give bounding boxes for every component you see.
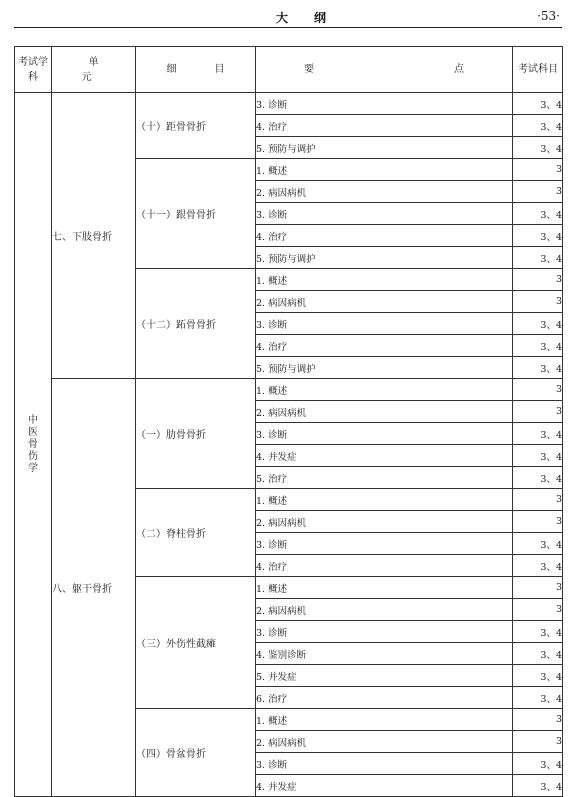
point-cell: 5. 预防与调护 <box>256 137 513 159</box>
level-cell: 3、4 <box>513 335 563 357</box>
point-cell: 5. 并发症 <box>256 665 513 687</box>
point-cell: 3. 诊断 <box>256 423 513 445</box>
point-cell: 1. 概述 <box>256 577 513 599</box>
header-rule <box>14 27 562 28</box>
level-cell: 3、4 <box>513 137 563 159</box>
level-cell: 3 <box>513 291 563 313</box>
point-cell: 1. 概述 <box>256 709 513 731</box>
level-cell: 3 <box>513 489 563 511</box>
level-cell: 3 <box>513 159 563 181</box>
item-cell: （四）骨盆骨折 <box>136 709 256 797</box>
level-cell: 3、4 <box>513 93 563 115</box>
point-cell: 3. 诊断 <box>256 313 513 335</box>
point-cell: 4. 治疗 <box>256 555 513 577</box>
point-cell: 2. 病因病机 <box>256 731 513 753</box>
level-cell: 3 <box>513 181 563 203</box>
column-header-points: 要 点 <box>256 47 513 93</box>
point-cell: 3. 诊断 <box>256 93 513 115</box>
level-cell: 3、4 <box>513 643 563 665</box>
level-cell: 3、4 <box>513 225 563 247</box>
table-row <box>15 93 563 115</box>
level-cell: 3 <box>513 599 563 621</box>
level-cell: 3、4 <box>513 775 563 797</box>
running-title: 大纲 <box>276 11 353 25</box>
point-cell: 3. 诊断 <box>256 203 513 225</box>
item-cell: （十二）跖骨骨折 <box>136 269 256 379</box>
point-cell: 5. 预防与调护 <box>256 247 513 269</box>
point-cell: 4. 治疗 <box>256 335 513 357</box>
subject-cell <box>15 93 52 797</box>
point-cell: 4. 治疗 <box>256 115 513 137</box>
point-cell: 2. 病因病机 <box>256 291 513 313</box>
item-cell: （十）距骨骨折 <box>136 93 256 159</box>
level-cell: 3 <box>513 511 563 533</box>
level-cell: 3、4 <box>513 687 563 709</box>
level-cell: 3、4 <box>513 357 563 379</box>
item-cell: （一）肋骨骨折 <box>136 379 256 489</box>
level-cell: 3、4 <box>513 665 563 687</box>
level-cell: 3、4 <box>513 621 563 643</box>
table-row <box>15 379 563 401</box>
point-cell: 2. 病因病机 <box>256 401 513 423</box>
item-cell: （十一）跟骨骨折 <box>136 159 256 269</box>
level-cell: 3 <box>513 709 563 731</box>
syllabus-table <box>14 46 563 797</box>
level-cell: 3、4 <box>513 247 563 269</box>
point-cell: 1. 概述 <box>256 379 513 401</box>
point-cell: 1. 概述 <box>256 269 513 291</box>
point-cell: 4. 鉴别诊断 <box>256 643 513 665</box>
level-cell: 3、4 <box>513 445 563 467</box>
level-cell: 3、4 <box>513 467 563 489</box>
unit-cell: 七、下肢骨折 <box>52 93 136 379</box>
point-cell: 2. 病因病机 <box>256 181 513 203</box>
column-header-unit: 单 元 <box>52 47 136 93</box>
level-cell: 3、4 <box>513 533 563 555</box>
level-cell: 3 <box>513 269 563 291</box>
level-cell: 3、4 <box>513 423 563 445</box>
level-cell: 3 <box>513 731 563 753</box>
level-cell: 3 <box>513 577 563 599</box>
level-cell: 3、4 <box>513 203 563 225</box>
column-header-item: 细 目 <box>136 47 256 93</box>
column-header-level: 考试科目 <box>513 47 563 93</box>
point-cell: 2. 病因病机 <box>256 511 513 533</box>
point-cell: 1. 概述 <box>256 159 513 181</box>
level-cell: 3、4 <box>513 555 563 577</box>
point-cell: 3. 诊断 <box>256 753 513 775</box>
page-header <box>14 8 562 26</box>
page-number: ·53· <box>537 9 560 23</box>
point-cell: 6. 治疗 <box>256 687 513 709</box>
level-cell: 3 <box>513 401 563 423</box>
column-header-subject: 考试学科 <box>15 47 52 93</box>
table-header-row <box>15 47 563 93</box>
subject-label: 中医骨伤学 <box>28 414 38 474</box>
unit-cell: 八、躯干骨折 <box>52 379 136 797</box>
item-cell: （二）脊柱骨折 <box>136 489 256 577</box>
level-cell: 3 <box>513 379 563 401</box>
table-body <box>15 93 563 797</box>
point-cell: 4. 并发症 <box>256 445 513 467</box>
point-cell: 2. 病因病机 <box>256 599 513 621</box>
point-cell: 3. 诊断 <box>256 533 513 555</box>
point-cell: 5. 治疗 <box>256 467 513 489</box>
level-cell: 3、4 <box>513 115 563 137</box>
level-cell: 3、4 <box>513 753 563 775</box>
point-cell: 4. 并发症 <box>256 775 513 797</box>
point-cell: 4. 治疗 <box>256 225 513 247</box>
point-cell: 5. 预防与调护 <box>256 357 513 379</box>
item-cell: （三）外伤性截瘫 <box>136 577 256 709</box>
point-cell: 3. 诊断 <box>256 621 513 643</box>
level-cell: 3、4 <box>513 313 563 335</box>
point-cell: 1. 概述 <box>256 489 513 511</box>
